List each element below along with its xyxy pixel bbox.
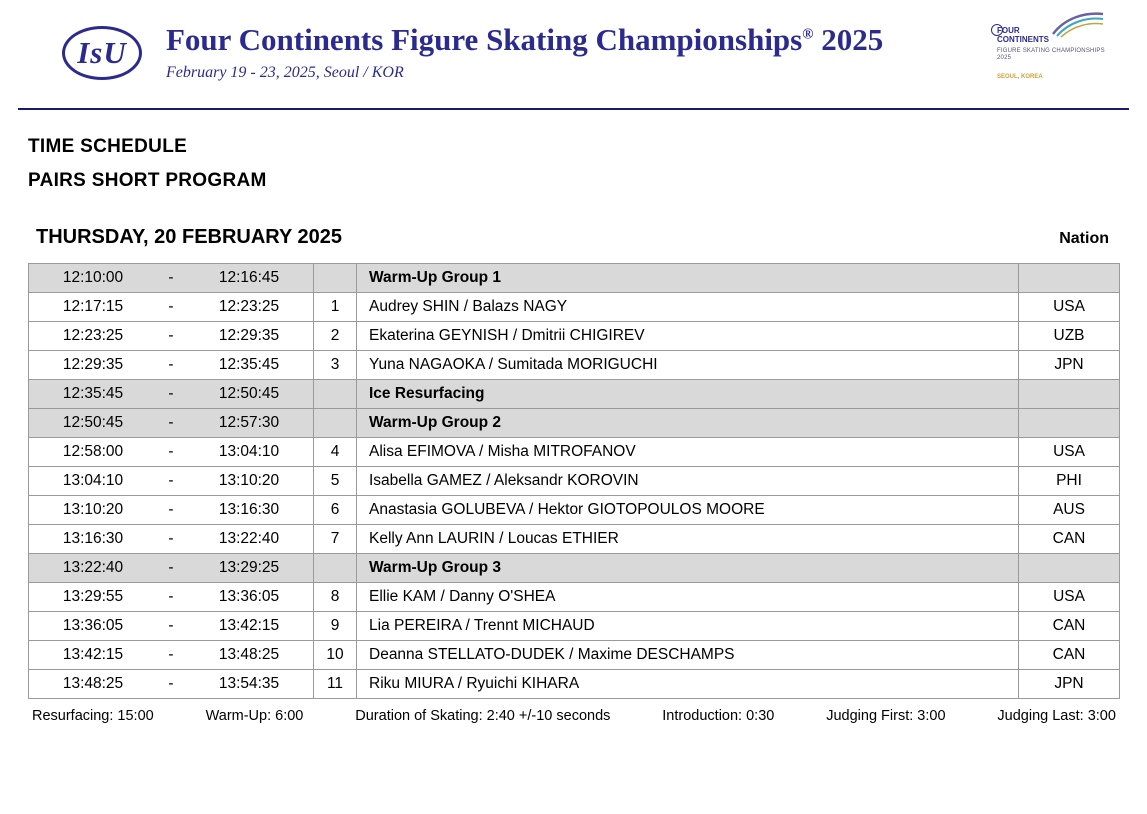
cell-nation: UZB	[1019, 322, 1120, 351]
cell-start-time: 12:17:15	[29, 293, 158, 322]
cell-start-time: 13:48:25	[29, 670, 158, 699]
page-title: TIME SCHEDULE	[28, 136, 188, 157]
table-row	[29, 670, 1120, 699]
logo-line1: FOUR	[997, 26, 1020, 35]
schedule-date: THURSDAY, 20 FEBRUARY 2025	[36, 226, 343, 248]
legend-judging-first: Judging First: 3:00	[826, 708, 946, 724]
cell-start-number: 11	[314, 670, 357, 699]
logo-name	[997, 26, 1049, 44]
cell-nation: JPN	[1019, 670, 1120, 699]
cell-start-number: 10	[314, 641, 357, 670]
cell-nation: USA	[1019, 293, 1120, 322]
cell-dash: -	[157, 612, 185, 641]
cell-start-time: 13:22:40	[29, 554, 158, 583]
event-title-block	[166, 22, 883, 82]
cell-nation	[1019, 554, 1120, 583]
cell-dash: -	[157, 583, 185, 612]
table-row	[29, 409, 1120, 438]
table-row	[29, 612, 1120, 641]
cell-dash: -	[157, 641, 185, 670]
cell-dash: -	[157, 409, 185, 438]
cell-nation: USA	[1019, 438, 1120, 467]
cell-nation: CAN	[1019, 612, 1120, 641]
cell-end-time: 13:10:20	[185, 467, 314, 496]
cell-entry-name: Ellie KAM / Danny O'SHEA	[357, 583, 1019, 612]
cell-entry-name: Kelly Ann LAURIN / Loucas ETHIER	[357, 525, 1019, 554]
cell-start-time: 12:50:45	[29, 409, 158, 438]
cell-start-number: 3	[314, 351, 357, 380]
table-row	[29, 467, 1120, 496]
cell-end-time: 12:29:35	[185, 322, 314, 351]
swoosh-icon	[1051, 12, 1105, 38]
cell-dash: -	[157, 322, 185, 351]
cell-entry-name: Lia PEREIRA / Trennt MICHAUD	[357, 612, 1019, 641]
event-subtitle: February 19 - 23, 2025, Seoul / KOR	[166, 64, 404, 81]
cell-dash: -	[157, 525, 185, 554]
cell-start-number	[314, 264, 357, 293]
cell-dash: -	[157, 293, 185, 322]
cell-end-time: 13:22:40	[185, 525, 314, 554]
legend-resurfacing: Resurfacing: 15:00	[32, 708, 154, 724]
cell-start-time: 13:36:05	[29, 612, 158, 641]
document-body	[0, 136, 1147, 724]
cell-entry-name: Warm-Up Group 2	[357, 409, 1019, 438]
cell-end-time: 13:29:25	[185, 554, 314, 583]
cell-dash: -	[157, 351, 185, 380]
schedule-table-body	[29, 264, 1120, 699]
cell-start-time: 13:04:10	[29, 467, 158, 496]
cell-entry-name: Warm-Up Group 3	[357, 554, 1019, 583]
schedule-table	[28, 263, 1120, 699]
logo-detail: FIGURE SKATING CHAMPIONSHIPS 2025	[997, 48, 1105, 61]
cell-start-time: 13:10:20	[29, 496, 158, 525]
table-row	[29, 583, 1120, 612]
cell-end-time: 12:23:25	[185, 293, 314, 322]
table-row	[29, 293, 1120, 322]
table-row	[29, 554, 1120, 583]
cell-entry-name: Isabella GAMEZ / Aleksandr KOROVIN	[357, 467, 1019, 496]
event-title	[166, 22, 883, 58]
cell-nation	[1019, 409, 1120, 438]
cell-nation	[1019, 264, 1120, 293]
cell-start-number: 5	[314, 467, 357, 496]
cell-dash: -	[157, 467, 185, 496]
cell-nation: CAN	[1019, 641, 1120, 670]
cell-nation	[1019, 380, 1120, 409]
cell-entry-name: Alisa EFIMOVA / Misha MITROFANOV	[357, 438, 1019, 467]
table-row	[29, 264, 1120, 293]
event-title-text: Four Continents Figure Skating Championships	[166, 22, 803, 57]
four-continents-logo	[991, 12, 1109, 94]
cell-entry-name: Riku MIURA / Ryuichi KIHARA	[357, 670, 1019, 699]
cell-start-time: 12:29:35	[29, 351, 158, 380]
cell-start-time: 13:29:55	[29, 583, 158, 612]
cell-start-time: 12:35:45	[29, 380, 158, 409]
table-row	[29, 496, 1120, 525]
cell-entry-name: Deanna STELLATO-DUDEK / Maxime DESCHAMPS	[357, 641, 1019, 670]
cell-end-time: 13:42:15	[185, 612, 314, 641]
cell-start-number: 1	[314, 293, 357, 322]
logo-location: SEOUL, KOREA	[997, 74, 1043, 80]
cell-end-time: 13:36:05	[185, 583, 314, 612]
cell-entry-name: Ice Resurfacing	[357, 380, 1019, 409]
table-row	[29, 438, 1120, 467]
cell-entry-name: Anastasia GOLUBEVA / Hektor GIOTOPOULOS MOORE	[357, 496, 1019, 525]
legend-duration: Duration of Skating: 2:40 +/-10 seconds	[355, 708, 611, 724]
cell-start-time: 13:42:15	[29, 641, 158, 670]
cell-start-number	[314, 380, 357, 409]
legend-introduction: Introduction: 0:30	[662, 708, 775, 724]
cell-start-number: 7	[314, 525, 357, 554]
table-row	[29, 380, 1120, 409]
cell-entry-name: Ekaterina GEYNISH / Dmitrii CHIGIREV	[357, 322, 1019, 351]
cell-start-number: 6	[314, 496, 357, 525]
cell-entry-name: Yuna NAGAOKA / Sumitada MORIGUCHI	[357, 351, 1019, 380]
cell-nation: AUS	[1019, 496, 1120, 525]
cell-end-time: 12:50:45	[185, 380, 314, 409]
cell-nation: PHI	[1019, 467, 1120, 496]
cell-entry-name: Warm-Up Group 1	[357, 264, 1019, 293]
cell-end-time: 13:48:25	[185, 641, 314, 670]
cell-nation: USA	[1019, 583, 1120, 612]
registered-mark: ®	[802, 26, 814, 43]
cell-end-time: 13:54:35	[185, 670, 314, 699]
cell-nation: JPN	[1019, 351, 1120, 380]
legend-warmup: Warm-Up: 6:00	[205, 708, 304, 724]
cell-start-number	[314, 554, 357, 583]
page-subtitle: PAIRS SHORT PROGRAM	[28, 170, 267, 191]
table-row	[29, 641, 1120, 670]
table-row	[29, 525, 1120, 554]
cell-start-number: 4	[314, 438, 357, 467]
cell-dash: -	[157, 380, 185, 409]
cell-start-number	[314, 409, 357, 438]
cell-end-time: 12:57:30	[185, 409, 314, 438]
cell-end-time: 13:04:10	[185, 438, 314, 467]
legend-footer	[28, 708, 1120, 724]
cell-nation: CAN	[1019, 525, 1120, 554]
cell-dash: -	[157, 438, 185, 467]
cell-start-number: 8	[314, 583, 357, 612]
cell-end-time: 12:16:45	[185, 264, 314, 293]
event-title-year: 2025	[821, 22, 884, 57]
table-row	[29, 351, 1120, 380]
isu-logo-text: IsU	[77, 35, 127, 70]
logo-line2: CONTINENTS	[997, 35, 1049, 44]
column-header-nation: Nation	[1059, 230, 1109, 247]
cell-start-number: 9	[314, 612, 357, 641]
table-row	[29, 322, 1120, 351]
legend-judging-last: Judging Last: 3:00	[997, 708, 1116, 724]
cell-start-number: 2	[314, 322, 357, 351]
cell-dash: -	[157, 496, 185, 525]
cell-end-time: 13:16:30	[185, 496, 314, 525]
cell-dash: -	[157, 554, 185, 583]
cell-start-time: 12:58:00	[29, 438, 158, 467]
cell-end-time: 12:35:45	[185, 351, 314, 380]
cell-dash: -	[157, 670, 185, 699]
cell-entry-name: Audrey SHIN / Balazs NAGY	[357, 293, 1019, 322]
cell-start-time: 12:10:00	[29, 264, 158, 293]
date-row	[28, 226, 1119, 249]
document-header	[18, 0, 1129, 110]
cell-start-time: 13:16:30	[29, 525, 158, 554]
cell-start-time: 12:23:25	[29, 322, 158, 351]
cell-dash: -	[157, 264, 185, 293]
isu-logo	[62, 26, 146, 84]
